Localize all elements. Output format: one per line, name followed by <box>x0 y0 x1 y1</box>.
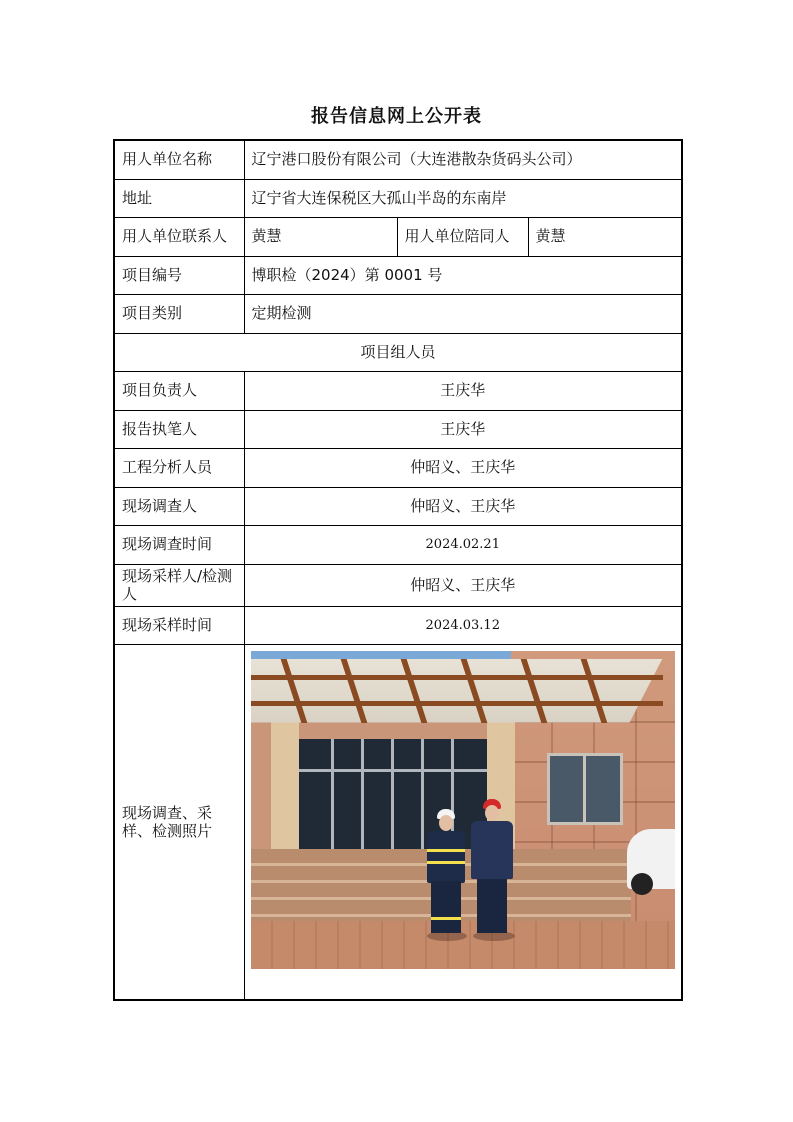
analyst-value: 仲昭义、王庆华 <box>244 448 682 487</box>
leader-label: 项目负责人 <box>114 371 244 410</box>
investigator-label: 现场调查人 <box>114 487 244 525</box>
investigator-value: 仲昭义、王庆华 <box>244 487 682 525</box>
photo-window <box>547 753 623 825</box>
contact-value: 黄慧 <box>244 217 397 256</box>
writer-value: 王庆华 <box>244 410 682 448</box>
page-title: 报告信息网上公开表 <box>311 106 482 127</box>
photo-label: 现场调查、采样、检测照片 <box>114 644 244 1000</box>
project-no-label: 项目编号 <box>114 256 244 294</box>
photo-legs <box>477 879 507 933</box>
project-type-value: 定期检测 <box>244 294 682 333</box>
writer-label: 报告执笔人 <box>114 410 244 448</box>
photo-legs <box>431 881 461 933</box>
photo-door-frame <box>421 739 424 849</box>
photo-torso <box>471 821 513 879</box>
table-row <box>114 294 682 333</box>
address-label: 地址 <box>114 179 244 217</box>
table-row <box>114 217 682 256</box>
table-row <box>114 140 682 179</box>
photo-head <box>439 815 453 831</box>
project-type-label: 项目类别 <box>114 294 244 333</box>
table-row <box>114 448 682 487</box>
photo-torso <box>427 831 465 883</box>
photo-head <box>485 805 499 821</box>
sampling-time-label: 现场采样时间 <box>114 606 244 644</box>
sampler-label: 现场采样人/检测人 <box>114 564 244 606</box>
table-row <box>114 410 682 448</box>
table-row <box>114 606 682 644</box>
photo-canopy-beam <box>251 675 663 680</box>
table-row <box>114 525 682 564</box>
table-row <box>114 644 682 1000</box>
table-row <box>114 333 682 371</box>
table-row <box>114 256 682 294</box>
photo-reflective-stripe <box>427 849 465 852</box>
photo-door-frame <box>331 739 334 849</box>
team-header: 项目组人员 <box>114 333 682 371</box>
photo-door-frame <box>391 739 394 849</box>
employer-name-value: 辽宁港口股份有限公司（大连港散杂货码头公司） <box>244 140 682 179</box>
report-info-table <box>113 139 683 1001</box>
survey-time-value: 2024.02.21 <box>244 525 682 564</box>
table-row <box>114 371 682 410</box>
project-no-value: 博职检（2024）第 0001 号 <box>244 256 682 294</box>
table-row <box>114 564 682 606</box>
photo-ground <box>251 921 675 969</box>
sampler-value: 仲昭义、王庆华 <box>244 564 682 606</box>
analyst-label: 工程分析人员 <box>114 448 244 487</box>
companion-value: 黄慧 <box>528 217 682 256</box>
sampling-time-value: 2024.03.12 <box>244 606 682 644</box>
table-row <box>114 487 682 525</box>
address-value: 辽宁省大连保税区大孤山半岛的东南岸 <box>244 179 682 217</box>
photo-door-frame <box>361 739 364 849</box>
contact-label: 用人单位联系人 <box>114 217 244 256</box>
survey-time-label: 现场调查时间 <box>114 525 244 564</box>
photo-reflective-stripe <box>427 861 465 864</box>
leader-value: 王庆华 <box>244 371 682 410</box>
photo-cell <box>244 644 682 1000</box>
photo-reflective-stripe <box>431 917 461 920</box>
employer-name-label: 用人单位名称 <box>114 140 244 179</box>
site-photo <box>251 651 675 969</box>
companion-label: 用人单位陪同人 <box>397 217 528 256</box>
photo-car-wheel <box>631 873 653 895</box>
table-row <box>114 179 682 217</box>
